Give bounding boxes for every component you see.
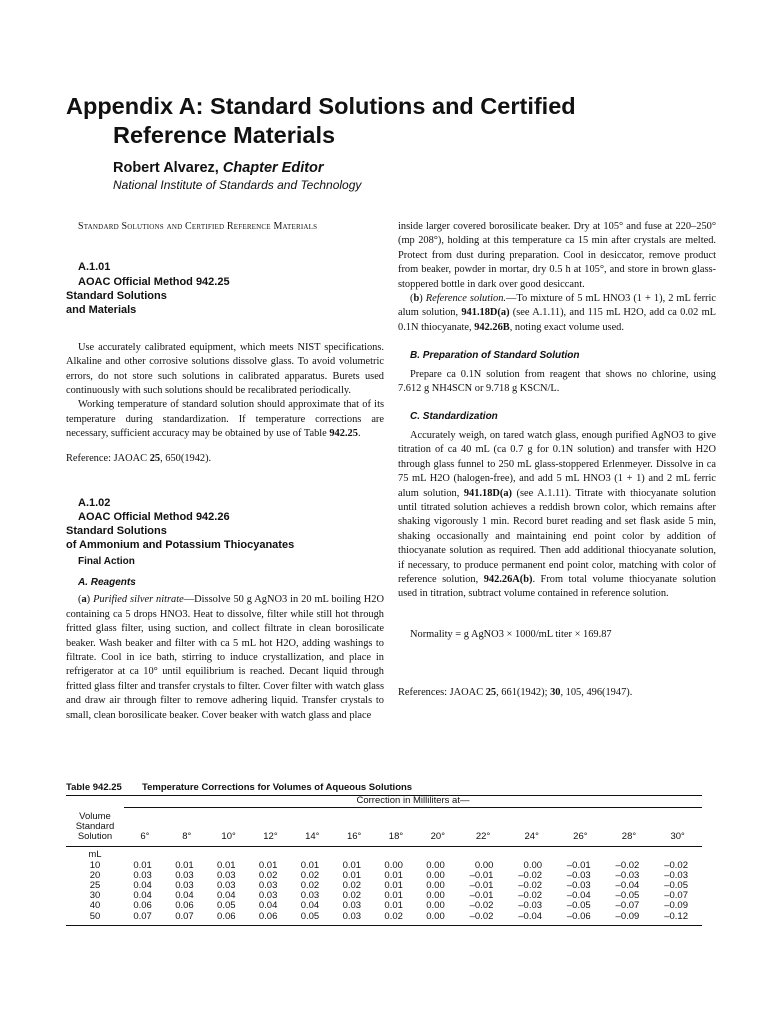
preparation-heading: B. Preparation of Standard Solution [410,350,580,362]
table-cell-empty [375,847,417,861]
item-text: (see A.1.11), and 115 mL H2O, add ca 0.02 mL 0.1N thiocyanate, [398,307,716,333]
section-number-a101: A.1.01 [78,261,111,274]
editor-name: Robert Alvarez, [113,160,219,176]
item-title: Reference solution. [425,293,507,305]
table-cell: 0.05 [291,912,333,926]
item-label: b [413,293,420,305]
method-reference: 942.26B [474,321,510,333]
table-cell: –0.04 [615,879,640,891]
table-cell-empty [417,847,459,861]
table-cell: 0.03 [333,912,375,926]
reference-text: Reference: JAOAC [66,452,150,464]
method-line: Standard Solutions [66,289,167,302]
table-header-temperature: 30° [653,808,702,847]
table-volume-cell: 40 [89,900,101,912]
title-line-1: Appendix A: Standard Solutions and Certified [66,93,576,119]
table-reference: 942.25 [329,428,358,440]
table-cell: –0.02 [518,869,543,881]
table-volume-cell: 20 [89,869,101,881]
standardization-heading: C. Standardization [410,411,498,423]
table-cell: –0.03 [566,869,591,881]
table-cell: 0.03 [258,890,278,902]
table-cell: 0.01 [342,869,362,881]
table-cell: 0.02 [375,912,417,926]
table-cell: 0.02 [258,869,278,881]
table-cell: 0.04 [258,900,278,912]
running-head: Standard Solutions and Certified Reference Materials [78,221,318,232]
table-cell: –0.02 [459,912,508,926]
paragraph-text: Working temperature of standard solution should approximate that of its temperature during standardization. If temperature corrections are necessary, sufficient accuracy may be obtained by use of Table [66,399,384,440]
table-header-temperature: 12° [250,808,292,847]
table-cell: 0.01 [384,869,403,881]
table-cell: –0.02 [518,879,543,891]
table-cell: 0.00 [426,900,445,912]
table-cell: 0.06 [208,912,250,926]
table-cell: 0.02 [342,879,362,891]
table-cell: 0.07 [166,912,208,926]
table-cell: –0.03 [664,869,688,881]
table-cell-empty [333,847,375,861]
table-cell: 0.01 [384,900,403,912]
paragraph-working-temperature [66,398,384,441]
paragraph-text: (see A.1.11). Titrate with thiocyanate solution until titrated solution achieves a reddish brown color, which remains after shaking vigorously 1 min. Record buret reading and set flask aside 5 min, shaking occasionally and maintaining end point color by addition of thiocyanate solution as required. Then add additional thiocyanate solution, if necessary, to produce permanent end point color, matching with color of reference solution, [398,487,716,585]
table-cell-empty [124,847,166,861]
table-cell: 0.01 [384,890,403,902]
punctuation: . [357,428,361,440]
table-span-header-row [66,796,702,808]
table-header-temperature: 26° [556,808,605,847]
method-reference: 941.18D(a) [461,307,510,319]
section-number-a102: A.1.02 [78,497,111,510]
item-label: a [81,594,87,606]
table-cell: 0.00 [426,859,445,871]
table-title: Temperature Corrections for Volumes of Aqueous Solutions [142,782,413,793]
title-line-2: Reference Materials [113,122,336,148]
table-cell: 0.01 [217,859,236,871]
table-cell: 0.03 [175,869,194,881]
reference-volume: 25 [149,452,161,464]
chapter-editor [113,160,324,176]
table-cell: –0.02 [518,890,543,902]
reference-pages: , 650(1942). [160,452,212,464]
paragraph-preparation: Prepare ca 0.1N solution from reagent that shows no chlorine, using 7.612 g NH4SCN or 9.718 g KSCN/L. [398,368,716,395]
method-line: AOAC Official Method 942.26 [78,511,230,524]
table-unit: mL [88,849,102,861]
paragraph-equipment: Use accurately calibrated equipment, which meets NIST specifications. Alkaline and other corrosive solutions dissolve glass. To avoid volumetric errors, do not store such solutions in calibrated apparatus. Burets used continuously with such solutions should be recalibrated periodically. [66,341,384,397]
paragraph-continued: inside larger covered borosilicate beaker. Dry at 105° and fuse at 220–250° (mp 208°), holding at this temperature ca 15 min after crystals are melted. Protect from dust during preparation. Cool in desiccator, remove product from beaker, powder in mortar, dry 0.5 h at 105°, and store in brown glass-stoppered bottle in dark over good desiccant. [398,221,716,290]
table-cell: 0.01 [133,859,152,871]
table-cell-empty [250,847,292,861]
item-title: Purified silver nitrate [93,594,184,606]
table-cell: 0.04 [133,890,152,902]
table-cell: –0.01 [469,890,494,902]
table-cell: –0.07 [664,890,688,902]
table-cell-empty [556,847,605,861]
table-cell: –0.02 [615,859,640,871]
table-cell: 0.01 [384,879,403,891]
table-header-temperature: 18° [375,808,417,847]
method-reference: 942.26A(b) [483,573,533,585]
table-cell: 0.03 [217,869,236,881]
table-cell: 0.01 [175,859,194,871]
method-title-942-26 [66,510,384,552]
table-cell: 0.00 [426,869,445,881]
table-cell: 0.02 [342,890,362,902]
table-header-temperature: 16° [333,808,375,847]
table-cell: 0.03 [175,879,194,891]
table-cell: 0.00 [384,859,403,871]
table-cell: 0.01 [258,859,278,871]
table-cell: –0.04 [507,912,556,926]
table-cell: –0.06 [556,912,605,926]
table-cell: 0.06 [133,900,152,912]
table-cell-empty [507,847,556,861]
table-cell: 0.04 [300,900,320,912]
references-a102 [398,686,716,700]
table-number: Table 942.25 [66,782,122,793]
table-cell: –0.09 [664,900,688,912]
paragraph-text: Accurately weigh, on tared watch glass, enough purified AgNO3 to give titration of ca 40 mL (ca 0.7 g for 0.1N solution) and transfer with H2O through glass funnel to 250 mL glass-stoppered Erlenmeyer. Dissolve in ca 75 mL H2O (halogen-free), and add 5 mL HNO3 (1 + 1) and 2 mL ferric alum solution, [398,429,716,499]
paragraph-text: . From total volume thiocyanate solution used in titration, subtract volume contained in reference solution. [398,573,716,600]
table-cell: 0.01 [342,859,362,871]
table-cell: 0.07 [124,912,166,926]
final-action: Final Action [78,556,135,568]
table-cell-empty [291,847,333,861]
table-cell: 0.04 [175,890,194,902]
table-cell: 0.00 [417,912,459,926]
table-volume-cell: 30 [89,890,101,902]
table-header-temperature: 10° [208,808,250,847]
table-volume-cell: 50 [66,912,124,926]
page-title [66,92,746,150]
paragraph-purified-silver-nitrate: (a) Purified silver nitrate—Dissolve 50 g AgNO3 in 20 mL boiling H2O containing ca 5 drops HNO3. Heat to dissolve, filter while still hot through fritted glass filter, using suction, and collect filtrate in clean borosilicate beaker. Wash beaker and filter with ca 5 mL hot H2O, adding washings to filtrate. Cool in ice bath, stirring to induce crystallization, and place in refrigerator at ca 10° until equilibrium is reached. Decant liquid through fritted glass filter and transfer crystals to filter. Cover filter with watch glass and draw air through filter to remove adhering liquid. Transfer crystals to small, clean borosilicate beaker. Cover beaker with watch glass and place [66,594,384,721]
reference-a101 [66,452,384,466]
reagents-heading: A. Reagents [78,576,136,588]
table-cell: 0.06 [250,912,292,926]
table-header-volume: Volume Standard Solution [66,808,124,847]
table-cell: 0.03 [300,890,320,902]
table-cell: –0.02 [664,859,688,871]
table-unit-row [66,847,702,861]
table-cell: 0.02 [300,869,320,881]
item-text: , noting exact volume used. [509,321,624,333]
paragraph-reference-solution: (b) Reference solution.—To mixture of 5 mL HNO3 (1 + 1), 2 mL ferric alum solution, 941.18D(a) (see A.1.11), and 115 mL H2O, add ca 0.02 mL 0.1N thiocyanate, 942.26B, noting exact volume used. [398,293,717,333]
reference-volume: 30 [550,687,561,699]
normality-formula: Normality = g AgNO3 × 1000/mL titer × 169.87 [410,628,612,640]
table-cell: –0.05 [664,879,688,891]
table-header-temperature: 22° [459,808,508,847]
method-line: Standard Solutions [66,525,167,538]
table-cell: 0.00 [474,859,494,871]
table-cell: –0.03 [615,869,640,881]
table-cell: 0.03 [133,869,152,881]
method-line: and Materials [66,303,137,316]
table-cell: –0.07 [615,900,640,912]
left-column [66,220,384,723]
reference-volume: 25 [485,687,497,699]
table-cell: 0.00 [426,890,445,902]
table-header-temperature: 24° [507,808,556,847]
table-cell-empty [166,847,208,861]
table-cell: –0.01 [469,869,494,881]
table-cell: 0.03 [258,879,278,891]
item-text: To mixture of 5 mL HNO3 (1 + 1), 2 mL ferric alum solution, [398,293,717,319]
affiliation: National Institute of Standards and Technology [113,178,362,192]
method-line: AOAC Official Method 942.25 [78,275,230,288]
temperature-corrections-table-block [66,782,702,926]
table-cell: 0.04 [133,879,152,891]
temperature-corrections-table [66,795,702,926]
table-header-temperature: 8° [166,808,208,847]
table-cell-empty [66,796,124,808]
table-cell: –0.02 [469,900,494,912]
paragraph-standardization [398,429,716,602]
table-cell: 0.03 [217,879,236,891]
table-cell: –0.03 [566,879,591,891]
table-cell: 0.03 [342,900,362,912]
table-header-temperature: 28° [605,808,654,847]
item-text: Dissolve 50 g AgNO3 in 20 mL boiling H2O containing ca 5 drops HNO3. Heat to dissolve, filter while still hot through fritted glass filter, using suction, and collect filtrate in clean borosilicate beaker. Wash beaker and filter with ca 5 mL hot H2O, adding washings to filtrate. Cool in ice bath, stirring to induce crystallization, and place in refrigerator at ca 10° until equilibrium is reached. Decant liquid through fritted glass filter and transfer crystals to filter. Cover filter with watch glass and draw air through filter to remove adhering liquid. Transfer crystals to small, clean borosilicate beaker. Cover beaker with watch glass and place [66,594,384,721]
table-cell-empty [208,847,250,861]
table-cell: 0.05 [217,900,236,912]
table-row [66,912,702,926]
table-cell: –0.12 [653,912,702,926]
table-cell-empty [459,847,508,861]
table-header-row [66,808,702,847]
method-title-942-25 [66,275,384,317]
right-column [398,220,716,701]
table-cell: 0.04 [217,890,236,902]
table-cell: –0.01 [566,859,591,871]
table-cell: –0.04 [566,890,591,902]
table-cell-empty [653,847,702,861]
table-header-temperature: 6° [124,808,166,847]
table-cell: –0.09 [605,912,654,926]
editor-role: Chapter Editor [222,160,324,176]
table-cell: –0.05 [566,900,591,912]
reference-text: References: JAOAC [398,687,486,699]
table-volume-cell: 10 [89,859,101,871]
table-row [66,901,702,911]
table-cell: 0.06 [175,900,194,912]
table-header-temperature: 14° [291,808,333,847]
table-cell-empty [605,847,654,861]
table-cell: –0.01 [469,879,494,891]
table-cell: 0.01 [300,859,320,871]
table-cell: 0.00 [523,859,543,871]
table-cell: –0.03 [518,900,543,912]
table-volume-cell: 25 [89,879,101,891]
table-cell: –0.05 [615,890,640,902]
table-cell: 0.02 [300,879,320,891]
table-caption [66,782,702,793]
method-line: of Ammonium and Potassium Thiocyanates [66,539,295,552]
table-header-temperature: 20° [417,808,459,847]
table-cell: 0.00 [426,879,445,891]
reference-text: , 661(1942); [496,687,551,699]
method-reference: 941.18D(a) [463,487,513,499]
table-span-header: Correction in Milliliters at— [124,796,702,808]
reference-pages: , 105, 496(1947). [560,687,633,699]
